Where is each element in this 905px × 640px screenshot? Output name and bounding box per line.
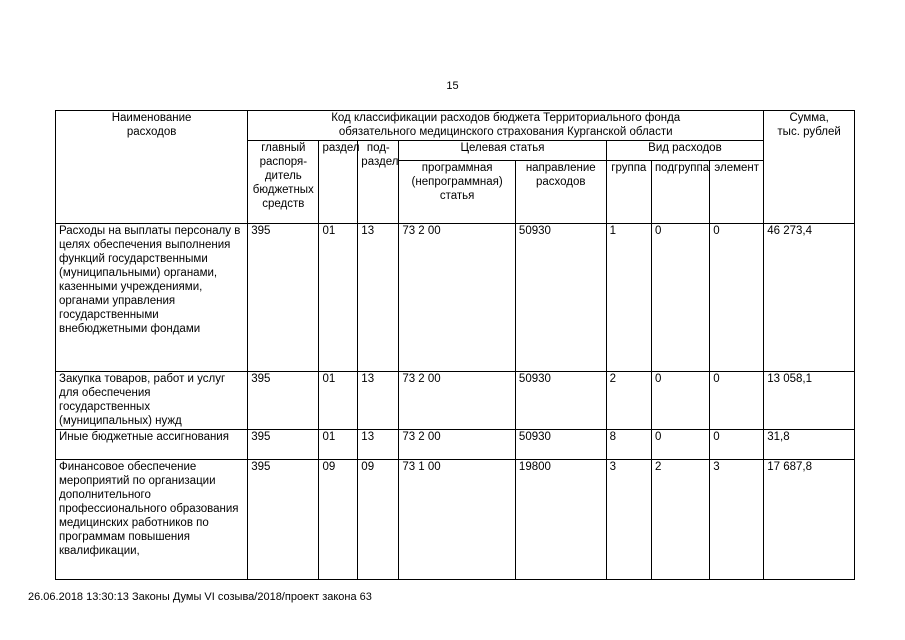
row-napr: 50930 [515,372,606,430]
row-prog: 73 2 00 [399,372,516,430]
header-podrazdel: под- раздел [358,141,399,224]
budget-table [55,110,855,580]
row-gruppa: 1 [606,224,651,372]
header-programmnaya: программная (непрограммная) статья [399,161,516,224]
header-glavny: главный распоря- дитель бюджетных средств [248,141,319,224]
row-name: Расходы на выплаты персоналу в целях обеспечения выполнения функций государственными (муниципальными) органами, казенными учреждениями, органами управления государственными внебюджетными фондами [56,224,248,372]
row-gruppa: 2 [606,372,651,430]
row-glavny: 395 [248,460,319,580]
row-glavny: 395 [248,430,319,460]
row-name: Иные бюджетные ассигнования [56,430,248,460]
row-podrazdel: 09 [358,460,399,580]
row-podrazdel: 13 [358,224,399,372]
header-celevaya: Целевая статья [399,141,606,161]
row-sum: 46 273,4 [764,224,855,372]
row-razdel: 01 [319,224,358,372]
row-podrazdel: 13 [358,430,399,460]
table-row [56,460,855,580]
row-sum: 17 687,8 [764,460,855,580]
row-prog: 73 1 00 [399,460,516,580]
row-gruppa: 3 [606,460,651,580]
row-name: Закупка товаров, работ и услуг для обеспечения государственных (муниципальных) нужд [56,372,248,430]
table-header [56,111,855,224]
header-napravlenie: направление расходов [515,161,606,224]
row-napr: 50930 [515,224,606,372]
row-element: 0 [710,372,764,430]
row-element: 3 [710,460,764,580]
row-prog: 73 2 00 [399,224,516,372]
header-name: Наименование расходов [56,111,248,224]
row-prog: 73 2 00 [399,430,516,460]
header-code-title: Код классификации расходов бюджета Территориального фонда обязательного медицинского страхования Курганской области [248,111,764,141]
row-razdel: 09 [319,460,358,580]
row-podgruppa: 0 [651,372,709,430]
row-podgruppa: 0 [651,430,709,460]
row-podrazdel: 13 [358,372,399,430]
row-sum: 13 058,1 [764,372,855,430]
row-razdel: 01 [319,372,358,430]
row-name: Финансовое обеспечение мероприятий по организации дополнительного профессионального образования медицинских работников по программам повышения квалификации, [56,460,248,580]
row-podgruppa: 2 [651,460,709,580]
table-row [56,372,855,430]
row-napr: 19800 [515,460,606,580]
header-gruppa: группа [606,161,651,224]
table-row [56,224,855,372]
row-glavny: 395 [248,224,319,372]
header-podgruppa: подгруппа [651,161,709,224]
row-podgruppa: 0 [651,224,709,372]
row-glavny: 395 [248,372,319,430]
header-element: элемент [710,161,764,224]
page-number: 15 [446,80,459,92]
row-sum: 31,8 [764,430,855,460]
header-razdel: раздел [319,141,358,224]
row-gruppa: 8 [606,430,651,460]
table-row [56,430,855,460]
document-footer: 26.06.2018 13:30:13 Законы Думы VI созыва/2018/проект закона 63 [28,591,372,603]
row-element: 0 [710,430,764,460]
header-sum: Сумма, тыс. рублей [764,111,855,224]
row-razdel: 01 [319,430,358,460]
header-vid: Вид расходов [606,141,764,161]
row-napr: 50930 [515,430,606,460]
row-element: 0 [710,224,764,372]
